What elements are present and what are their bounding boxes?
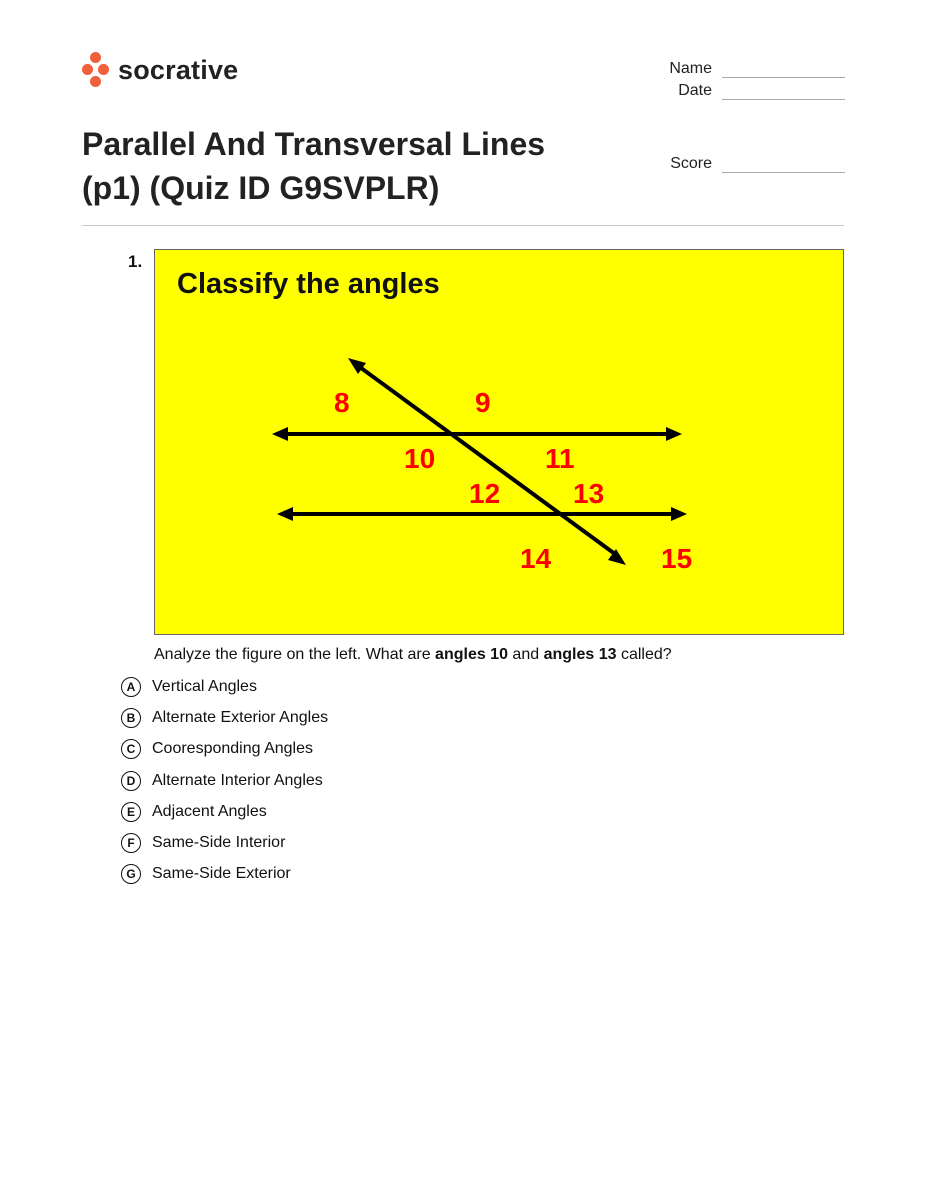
prompt-bold-angles-13: angles 13 — [543, 646, 617, 663]
header-divider — [82, 225, 844, 226]
option-letter-circle[interactable]: E — [121, 802, 141, 822]
option-a[interactable] — [121, 671, 328, 702]
option-b[interactable] — [121, 702, 328, 733]
date-label: Date — [678, 82, 712, 99]
option-text: Alternate Exterior Angles — [152, 708, 329, 726]
option-letter-circle[interactable]: C — [121, 739, 141, 759]
angle-label-14: 14 — [520, 543, 552, 574]
option-text: Cooresponding Angles — [152, 740, 314, 758]
name-field[interactable] — [722, 63, 845, 78]
angles-figure — [154, 249, 844, 635]
hexagon-cluster-icon — [82, 52, 110, 88]
angle-label-8: 8 — [334, 387, 350, 418]
student-info — [640, 56, 845, 172]
name-row — [640, 56, 845, 78]
question-prompt — [154, 646, 672, 664]
angle-label-13: 13 — [573, 478, 605, 509]
angle-label-10: 10 — [404, 443, 436, 474]
angle-label-9: 9 — [475, 387, 491, 418]
option-letter-circle[interactable]: F — [121, 833, 141, 853]
score-label: Score — [670, 155, 712, 172]
question-number: 1. — [128, 252, 143, 271]
option-f[interactable] — [121, 827, 328, 858]
angle-label-12: 12 — [469, 478, 501, 509]
quiz-title-line1: Parallel And Transversal Lines — [82, 126, 546, 162]
figure-background — [155, 250, 844, 635]
option-letter-circle[interactable]: D — [121, 771, 141, 791]
prompt-text: and — [507, 646, 544, 663]
prompt-bold-angles-10: angles 10 — [435, 646, 508, 663]
option-letter-circle[interactable]: B — [121, 708, 141, 728]
brand-name: socrative — [118, 54, 239, 85]
quiz-title — [82, 122, 642, 210]
figure-title: Classify the angles — [177, 268, 440, 300]
socrative-logo — [82, 52, 238, 88]
option-letter-circle[interactable]: A — [121, 677, 141, 697]
option-text: Vertical Angles — [152, 677, 257, 695]
option-g[interactable] — [121, 859, 328, 890]
date-row — [640, 78, 845, 100]
option-text: Alternate Interior Angles — [152, 771, 323, 789]
answer-options — [121, 671, 328, 890]
option-text: Same-Side Interior — [152, 834, 286, 852]
prompt-text: called? — [616, 646, 672, 663]
option-text: Same-Side Exterior — [152, 865, 291, 883]
score-field[interactable] — [722, 158, 845, 173]
option-letter-circle[interactable]: G — [121, 864, 141, 884]
quiz-title-line2: (p1) (Quiz ID G9SVPLR) — [82, 170, 440, 206]
option-d[interactable] — [121, 765, 328, 796]
option-e[interactable] — [121, 796, 328, 827]
score-row — [640, 151, 845, 173]
date-field[interactable] — [722, 85, 845, 100]
option-c[interactable] — [121, 734, 328, 765]
prompt-text: Analyze the figure on the left. What are — [154, 646, 436, 663]
angle-label-15: 15 — [661, 543, 693, 574]
name-label: Name — [669, 60, 712, 77]
angle-label-11: 11 — [545, 443, 575, 474]
option-text: Adjacent Angles — [152, 802, 267, 820]
